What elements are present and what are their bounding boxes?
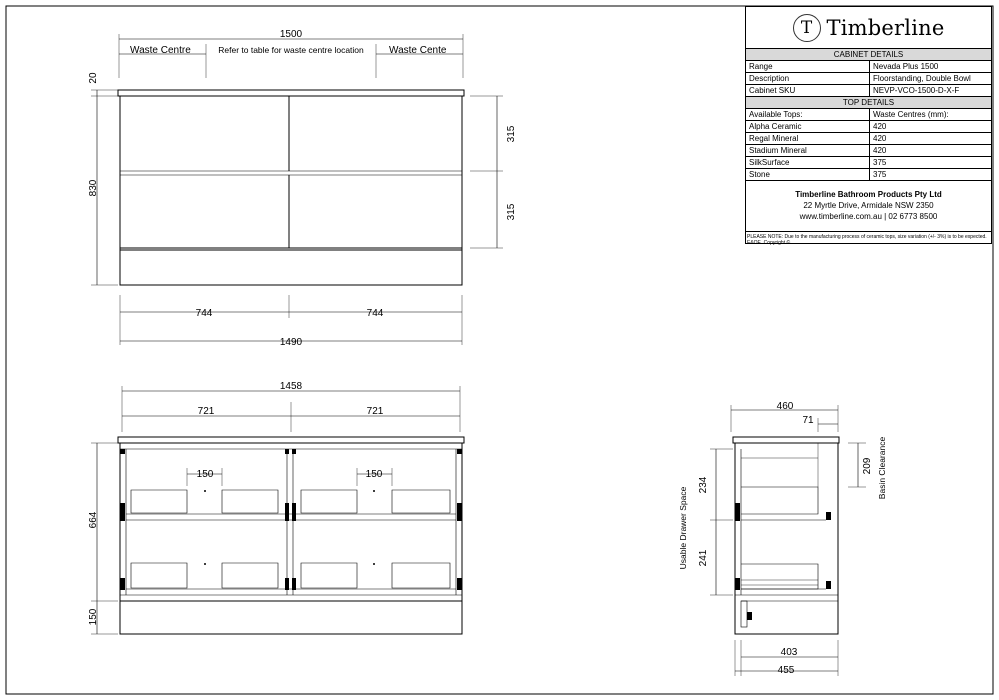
dim-cabinet-depth: 455 [777,665,795,676]
waste-centre-right-label: Waste Cente [389,45,447,56]
usable-drawer-space-label: Usable Drawer Space [678,486,688,570]
cabinet-details-header: CABINET DETAILS [746,49,991,61]
dim-drawer-space-upper: 234 [698,476,709,494]
dim-top-offset: 71 [802,415,814,426]
company-address: 22 Myrtle Drive, Armidale NSW 2350 [803,201,934,210]
dim-spacing-right: 150 [365,469,383,480]
dim-side-depth-top: 460 [776,401,794,412]
dim-internal-half-right: 721 [366,406,384,417]
top-details-header: TOP DETAILS [746,97,991,109]
company-contact: www.timberline.com.au | 02 6773 8500 [799,212,938,221]
top-row-stadium-mineral: Stadium Mineral 420 [746,145,991,157]
dim-kick-height: 150 [88,608,99,626]
dim-half-right: 744 [366,308,384,319]
title-block [745,6,992,244]
basin-clearance-label: Basin Clearance [877,436,887,500]
dim-internal-width: 1458 [279,381,303,392]
dim-half-left: 744 [195,308,213,319]
front-top [118,90,464,96]
timberline-logo-icon: T [793,14,821,42]
front-kick [120,248,462,285]
dim-top-thickness: 20 [88,72,99,84]
brand-name: Timberline [826,15,945,40]
side-view [678,401,887,676]
top-row-stone: Stone 375 [746,169,991,181]
dim-drawer-section: 664 [88,511,99,529]
brand-logo [746,7,991,49]
dim-internal-half-left: 721 [197,406,215,417]
top-row-silksurface: SilkSurface 375 [746,157,991,169]
disclaimer-note: PLEASE NOTE: Due to the manufacturing process of ceramic tops, size variation (+/- 3%) is to be expected. E&OE. Copyright © [747,234,987,246]
cabinet-row-sku: Cabinet SKU NEVP-VCO-1500-D-X-F [746,85,991,97]
dim-cabinet-width: 1490 [279,337,303,348]
dim-drawer-space-lower: 241 [698,549,709,567]
company-name: Timberline Bathroom Products Pty Ltd [795,190,942,199]
dim-spacing-left: 150 [196,469,214,480]
waste-centre-left-label: Waste Centre [130,45,191,56]
cabinet-row-range: Range Nevada Plus 1500 [746,61,991,73]
dim-drawer-upper: 315 [506,125,517,143]
dim-inner-depth: 403 [780,647,798,658]
top-row-alpha-ceramic: Alpha Ceramic 420 [746,121,991,133]
top-row-header: Available Tops: Waste Centres (mm): [746,109,991,121]
dim-overall-width: 1500 [279,29,303,40]
dim-drawer-lower: 315 [506,203,517,221]
dim-basin-clearance: 209 [862,457,873,475]
internal-view [88,381,464,634]
top-row-regal-mineral: Regal Mineral 420 [746,133,991,145]
waste-centre-note: Refer to table for waste centre location [218,45,364,55]
front-view [88,29,517,348]
dim-overall-height: 830 [88,179,99,197]
company-info [746,181,991,232]
cabinet-row-description: Description Floorstanding, Double Bowl [746,73,991,85]
